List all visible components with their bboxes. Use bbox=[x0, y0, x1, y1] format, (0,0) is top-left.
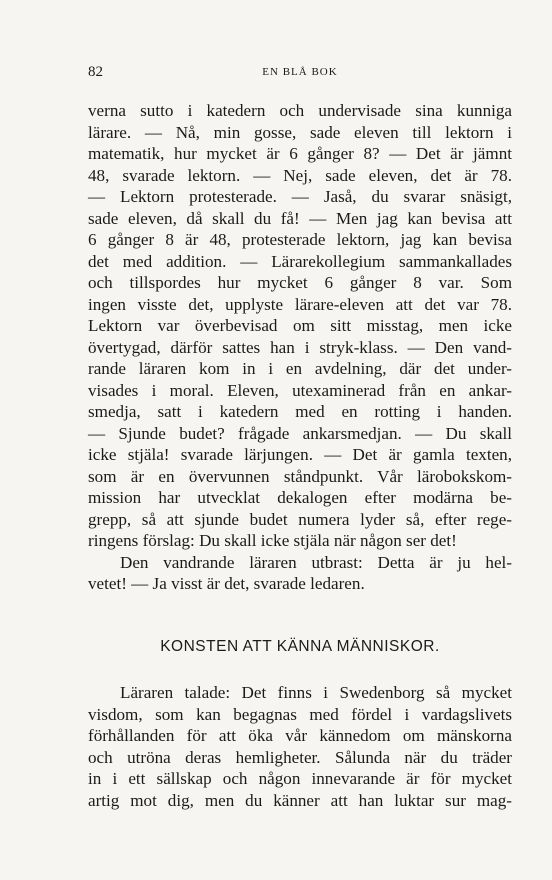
text-line: sade eleven, då skall du få! — Men jag kan bevisa att bbox=[88, 208, 512, 228]
text-line: Lektorn var överbevisad om sitt misstag, men icke bbox=[88, 316, 512, 335]
text-line: visades i moral. Eleven, utexaminerad från en ankar- bbox=[88, 380, 512, 400]
text-line: och utröna deras hemligheter. Sålunda när du träder bbox=[88, 747, 512, 767]
page-header bbox=[88, 64, 512, 84]
text-line: ringens förslag: Du skall icke stjäla när någon ser det! bbox=[88, 531, 457, 550]
running-title: EN BLÅ BOK bbox=[262, 66, 338, 78]
text-line: visdom, som kan begagnas med fördel i vardagslivets bbox=[88, 704, 512, 724]
section-text-block bbox=[88, 682, 512, 811]
text-line: — Sjunde budet? frågade ankarsmedjan. — Du skall bbox=[88, 423, 512, 443]
text-line: matematik, hur mycket är 6 gånger 8? — Det är jämnt bbox=[88, 144, 512, 163]
text-line: som är en övervunnen ståndpunkt. Vår lärobokskom- bbox=[88, 466, 512, 486]
text-line: verna sutto i katedern och undervisade sina kunniga bbox=[88, 101, 512, 120]
text-line: övertygad, därför sattes han i stryk-klass. — Den vand- bbox=[88, 337, 512, 357]
text-line: förhållanden för att öka vår kännedom om mänskorna bbox=[88, 726, 512, 745]
text-line: artig mot dig, men du känner att han luktar sur mag- bbox=[88, 790, 512, 810]
text-line: och tillspordes hur mycket 6 gånger 8 var. Som bbox=[88, 273, 512, 292]
text-line: grepp, så att sjunde budet numera lyder så, efter rege- bbox=[88, 509, 512, 529]
text-line: icke stjäla! svarade lärjungen. — Det är gamla texten, bbox=[88, 445, 512, 464]
text-line: in i ett sällskap och någon innevarande är för mycket bbox=[88, 769, 512, 788]
page-number: 82 bbox=[88, 64, 103, 80]
text-line: — Lektorn protesterade. — Jaså, du svarar snäsigt, bbox=[88, 187, 512, 206]
main-text-block bbox=[88, 100, 512, 595]
text-line: smedja, satt i katedern med en rotting i handen. bbox=[88, 402, 512, 421]
text-line: mission har utvecklat dekalogen efter modärna be- bbox=[88, 488, 512, 507]
text-line: ingen visste det, upplyste lärare-eleven att det var 78. bbox=[88, 294, 512, 314]
text-line: rande läraren kom in i en avdelning, där det under- bbox=[88, 359, 512, 378]
section-heading: KONSTEN ATT KÄNNA MÄNNISKOR. bbox=[160, 638, 440, 655]
text-line: Den vandrande läraren utbrast: Detta är ju hel- bbox=[120, 552, 512, 572]
text-line: Läraren talade: Det finns i Swedenborg så mycket bbox=[120, 683, 512, 702]
text-line: vetet! — Ja visst är det, svarade ledaren. bbox=[88, 574, 365, 593]
text-line: det med addition. — Lärarekollegium sammankallades bbox=[88, 251, 512, 271]
text-line: 6 gånger 8 är 48, protesterade lektorn, jag kan bevisa bbox=[88, 230, 512, 249]
text-line: 48, svarade lektorn. — Nej, sade eleven, det är 78. bbox=[88, 165, 512, 185]
text-line: lärare. — Nå, min gosse, sade eleven till lektorn i bbox=[88, 122, 512, 142]
